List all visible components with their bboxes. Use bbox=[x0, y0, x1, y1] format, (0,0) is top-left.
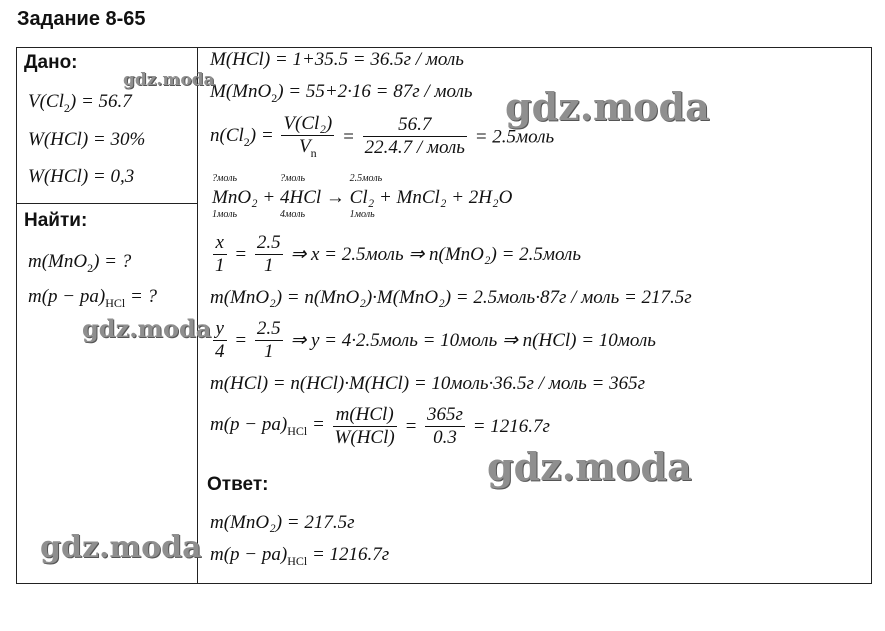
find-header: Найти: bbox=[24, 210, 88, 231]
given-header: Дано: bbox=[24, 52, 78, 73]
watermark-left-bottom: gdz.moda bbox=[40, 530, 202, 565]
fraction-numeric-volume: $\frac{56.7}{\text{22.4.7 / моль}}$ bbox=[364, 114, 465, 159]
find-mass-mno2: m(MnO$_2$) = ? bbox=[28, 251, 132, 275]
answer-mass-solution: $m(p - pa)_{HCl} = 1216.7г$ bbox=[210, 544, 390, 568]
product-cl2: 2.5моль Cl₂ 1моль bbox=[349, 173, 383, 220]
watermark-left-middle: gdz.moda bbox=[82, 314, 212, 343]
watermark-large-bottom: gdz.moda bbox=[487, 444, 692, 489]
find-mass-solution-hcl: $m(p - pa)_{HCl}$ = ? bbox=[28, 286, 158, 310]
molar-mass-mno2: M(MnO$_2$) = 55+2·16 = 87г / моль bbox=[210, 81, 473, 105]
given-mass-fraction-decimal: W(HCl) = 0,3 bbox=[28, 166, 135, 187]
watermark-small-top: gdz.moda bbox=[123, 70, 215, 90]
mass-solution-calculation: $m(p - pa)_{HCl}$ = $\frac{\text{m(HCl)}}{\text{W(HCl)}}$ = $\frac{365г}{0.3}$ = 1216.7г bbox=[210, 404, 550, 448]
reactant-mno2: ?моль MnO₂ 1моль bbox=[212, 173, 258, 220]
molar-mass-hcl: M(HCl) = 1+35.5 = 36.5г / моль bbox=[210, 49, 464, 70]
given-volume-cl2: $V(Cl_2) = 56.7$ bbox=[28, 91, 132, 115]
given-find-divider bbox=[16, 203, 198, 204]
fraction-volume-over-molar-volume: $\frac{\text{V(Cl₂)}}{V_n}$ bbox=[283, 113, 333, 160]
mass-mno2-calculation: m(MnO₂) = n(MnO₂)·M(MnO₂) = 2.5моль·87г / моль = 217.5г bbox=[210, 287, 692, 308]
proportion-mno2: $\frac{x}{1}$ = $\frac{2.5}{1}$ ⇒ x = 2.5моль ⇒ n(MnO₂) = 2.5моль bbox=[215, 232, 581, 276]
mass-hcl-calculation: m(HCl) = n(HCl)·M(HCl) = 10моль·36.5г / моль = 365г bbox=[210, 373, 646, 394]
task-title: Задание 8-65 bbox=[17, 8, 146, 30]
moles-cl2-formula: $n(Cl_2)$ = $\frac{\text{V(Cl₂)}}{V_n}$ = $\frac{56.7}{\text{22.4.7 / моль}}$ = 2.5моль bbox=[210, 113, 555, 160]
watermark-large-top: gdz.moda bbox=[505, 84, 710, 129]
answer-header: Ответ: bbox=[207, 474, 269, 495]
reactant-hcl: ?моль 4HCl 4моль bbox=[279, 173, 322, 220]
answer-mass-mno2: m(MnO₂) = 217.5г bbox=[210, 512, 355, 533]
reaction-equation: ?моль MnO₂ 1моль + ?моль 4HCl 4моль → 2.5моль Cl₂ 1моль + MnCl₂ + 2H₂O bbox=[212, 173, 513, 220]
given-mass-fraction-percent: W(HCl) = 30% bbox=[28, 129, 146, 150]
proportion-hcl: $\frac{y}{4}$ = $\frac{2.5}{1}$ ⇒ y = 4·2.5моль = 10моль ⇒ n(HCl) = 10моль bbox=[215, 318, 656, 362]
